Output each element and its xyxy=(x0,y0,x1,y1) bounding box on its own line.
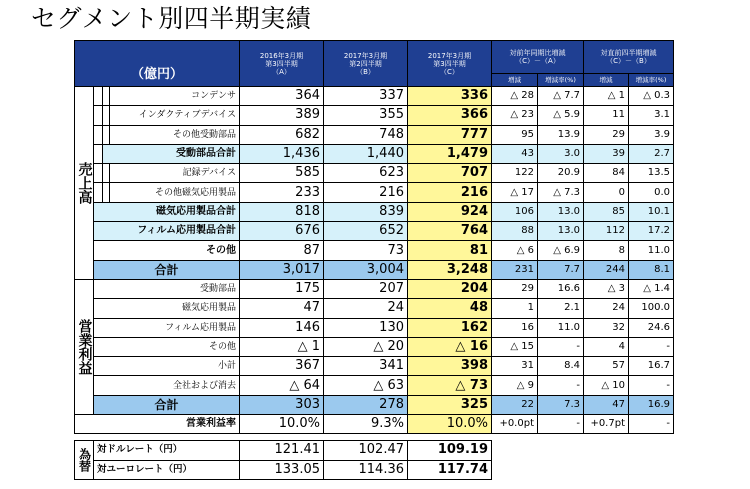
value-c: 924 xyxy=(408,202,492,221)
value-c: 10.0% xyxy=(408,415,492,434)
row-label: 対ユーロレート（円） xyxy=(94,460,240,479)
value-a: 303 xyxy=(240,395,324,414)
value-a: 389 xyxy=(240,106,324,125)
empty-cell xyxy=(492,441,538,460)
row-label: その他 xyxy=(94,241,240,260)
value-c: 707 xyxy=(408,164,492,183)
value-c: 3,248 xyxy=(408,260,492,279)
value-a: 175 xyxy=(240,279,324,298)
value-b: 207 xyxy=(324,279,408,298)
value-c: 1,479 xyxy=(408,144,492,163)
value-b: △ 63 xyxy=(324,376,408,395)
qoq-increase: 47 xyxy=(584,395,629,414)
yoy-rate: △ 5.9 xyxy=(538,106,584,125)
table-row xyxy=(75,376,674,395)
row-label: 合計 xyxy=(94,395,240,414)
table-row xyxy=(75,144,674,163)
value-b: 9.3% xyxy=(324,415,408,434)
table-row xyxy=(75,318,674,337)
header-yoy-rate: 増減率(%) xyxy=(538,74,584,87)
header-yoy-inc: 増減 xyxy=(492,74,538,87)
row-label: フィルム応用製品 xyxy=(94,318,240,337)
yoy-rate: - xyxy=(538,415,584,434)
value-a: 585 xyxy=(240,164,324,183)
qoq-rate: 3.9 xyxy=(629,125,674,144)
value-c: 398 xyxy=(408,357,492,376)
row-label: その他 xyxy=(94,337,240,356)
value-b: 73 xyxy=(324,241,408,260)
qoq-rate: 2.7 xyxy=(629,144,674,163)
yoy-rate: 7.7 xyxy=(538,260,584,279)
qoq-increase: 11 xyxy=(584,106,629,125)
yoy-increase: 122 xyxy=(492,164,538,183)
indent-spacer xyxy=(103,87,110,106)
row-label: 磁気応用製品合計 xyxy=(94,202,240,221)
value-b: 355 xyxy=(324,106,408,125)
row-label: コンデンサ xyxy=(110,87,240,106)
value-b: 1,440 xyxy=(324,144,408,163)
table-row xyxy=(75,337,674,356)
qoq-increase: 112 xyxy=(584,222,629,241)
row-label: 磁気応用製品 xyxy=(94,299,240,318)
qoq-increase: 4 xyxy=(584,337,629,356)
row-label: 受動部品 xyxy=(94,279,240,298)
yoy-rate: △ 6.9 xyxy=(538,241,584,260)
yoy-rate: 2.1 xyxy=(538,299,584,318)
row-label: 全社および消去 xyxy=(94,376,240,395)
value-a: 47 xyxy=(240,299,324,318)
table-row xyxy=(75,183,674,202)
qoq-rate: 3.1 xyxy=(629,106,674,125)
header-qoq-inc: 増減 xyxy=(584,74,629,87)
empty-cell xyxy=(538,441,584,460)
qoq-rate: - xyxy=(629,376,674,395)
yoy-increase: 29 xyxy=(492,279,538,298)
yoy-rate: △ 7.3 xyxy=(538,183,584,202)
yoy-increase: △ 17 xyxy=(492,183,538,202)
row-label: 合計 xyxy=(94,260,240,279)
value-a: 676 xyxy=(240,222,324,241)
qoq-rate: 13.5 xyxy=(629,164,674,183)
segment-results-table xyxy=(74,40,674,480)
fx-row xyxy=(75,460,674,479)
value-a: 10.0% xyxy=(240,415,324,434)
qoq-increase: 8 xyxy=(584,241,629,260)
table-row xyxy=(75,260,674,279)
qoq-increase: △ 10 xyxy=(584,376,629,395)
value-c: 216 xyxy=(408,183,492,202)
table-row xyxy=(75,202,674,221)
empty-cell xyxy=(584,460,629,479)
table-row xyxy=(75,395,674,414)
value-a: 682 xyxy=(240,125,324,144)
yoy-increase: 88 xyxy=(492,222,538,241)
qoq-increase: △ 1 xyxy=(584,87,629,106)
value-b: 114.36 xyxy=(324,460,408,479)
table-row xyxy=(75,241,674,260)
qoq-rate: 8.1 xyxy=(629,260,674,279)
yoy-increase: 1 xyxy=(492,299,538,318)
qoq-increase: 29 xyxy=(584,125,629,144)
qoq-increase: 85 xyxy=(584,202,629,221)
qoq-increase: 24 xyxy=(584,299,629,318)
value-b: 341 xyxy=(324,357,408,376)
yoy-rate: 8.4 xyxy=(538,357,584,376)
row-label: フィルム応用製品合計 xyxy=(94,222,240,241)
value-c: 117.74 xyxy=(408,460,492,479)
indent-spacer xyxy=(103,183,110,202)
qoq-rate: 24.6 xyxy=(629,318,674,337)
yoy-increase: 43 xyxy=(492,144,538,163)
table-row xyxy=(75,299,674,318)
value-b: 102.47 xyxy=(324,441,408,460)
header-yoy: 対前年同期比増減 （C）－（A） xyxy=(492,41,584,74)
indent-spacer xyxy=(103,164,110,183)
qoq-rate: △ 1.4 xyxy=(629,279,674,298)
value-c: 336 xyxy=(408,87,492,106)
value-b: 748 xyxy=(324,125,408,144)
indent-spacer xyxy=(94,106,103,125)
row-label: 受動部品合計 xyxy=(103,144,240,163)
fx-row xyxy=(75,441,674,460)
yoy-increase: 16 xyxy=(492,318,538,337)
value-a: 233 xyxy=(240,183,324,202)
value-c: 81 xyxy=(408,241,492,260)
value-a: 818 xyxy=(240,202,324,221)
empty-cell xyxy=(538,460,584,479)
yoy-rate: 13.9 xyxy=(538,125,584,144)
qoq-increase: 0 xyxy=(584,183,629,202)
value-b: 337 xyxy=(324,87,408,106)
table-row xyxy=(75,357,674,376)
gap xyxy=(75,434,674,441)
qoq-rate: 17.2 xyxy=(629,222,674,241)
header-col-b: 2017年3月期 第2四半期 （B） xyxy=(324,41,408,87)
qoq-rate: 10.1 xyxy=(629,202,674,221)
yoy-rate: 13.0 xyxy=(538,222,584,241)
header-col-a: 2016年3月期 第3四半期 （A） xyxy=(240,41,324,87)
row-label: 小計 xyxy=(94,357,240,376)
value-a: 146 xyxy=(240,318,324,337)
indent-spacer xyxy=(94,183,103,202)
row-label: その他磁気応用製品 xyxy=(110,183,240,202)
row-label: 記録デバイス xyxy=(110,164,240,183)
qoq-increase: 32 xyxy=(584,318,629,337)
yoy-increase: △ 23 xyxy=(492,106,538,125)
qoq-rate: 11.0 xyxy=(629,241,674,260)
value-c: △ 16 xyxy=(408,337,492,356)
empty-cell xyxy=(629,460,674,479)
yoy-rate: 7.3 xyxy=(538,395,584,414)
section-label-sales: 売上高 xyxy=(75,87,94,280)
value-c: 777 xyxy=(408,125,492,144)
value-b: 278 xyxy=(324,395,408,414)
value-c: 366 xyxy=(408,106,492,125)
qoq-rate: 100.0 xyxy=(629,299,674,318)
yoy-rate: 3.0 xyxy=(538,144,584,163)
yoy-increase: 231 xyxy=(492,260,538,279)
section-label-op: 営業利益 xyxy=(75,279,94,414)
empty-cell xyxy=(584,441,629,460)
value-b: 130 xyxy=(324,318,408,337)
value-b: 3,004 xyxy=(324,260,408,279)
unit-label: （億円） xyxy=(75,41,240,87)
value-b: 216 xyxy=(324,183,408,202)
qoq-increase: 57 xyxy=(584,357,629,376)
value-a: 367 xyxy=(240,357,324,376)
value-a: 121.41 xyxy=(240,441,324,460)
qoq-rate: - xyxy=(629,415,674,434)
value-c: 162 xyxy=(408,318,492,337)
yoy-increase: △ 9 xyxy=(492,376,538,395)
value-c: 109.19 xyxy=(408,441,492,460)
yoy-increase: 22 xyxy=(492,395,538,414)
row-label: 対ドルレート（円） xyxy=(94,441,240,460)
page-title: セグメント別四半期実績 xyxy=(31,4,312,33)
yoy-increase: △ 15 xyxy=(492,337,538,356)
value-b: 623 xyxy=(324,164,408,183)
margin-row xyxy=(75,415,674,434)
value-b: △ 20 xyxy=(324,337,408,356)
value-b: 24 xyxy=(324,299,408,318)
qoq-increase: 244 xyxy=(584,260,629,279)
yoy-increase: +0.0pt xyxy=(492,415,538,434)
value-a: 133.05 xyxy=(240,460,324,479)
yoy-rate: 11.0 xyxy=(538,318,584,337)
table-row xyxy=(75,279,674,298)
qoq-increase: +0.7pt xyxy=(584,415,629,434)
qoq-increase: 84 xyxy=(584,164,629,183)
yoy-rate: △ 7.7 xyxy=(538,87,584,106)
indent-spacer xyxy=(94,164,103,183)
value-c: 325 xyxy=(408,395,492,414)
indent-spacer xyxy=(94,87,103,106)
header-col-c: 2017年3月期 第3四半期 （C） xyxy=(408,41,492,87)
qoq-increase: △ 3 xyxy=(584,279,629,298)
value-a: △ 64 xyxy=(240,376,324,395)
qoq-rate: 0.0 xyxy=(629,183,674,202)
value-c: △ 73 xyxy=(408,376,492,395)
value-a: 364 xyxy=(240,87,324,106)
indent-spacer xyxy=(103,125,110,144)
value-b: 839 xyxy=(324,202,408,221)
yoy-rate: - xyxy=(538,337,584,356)
row-label: その他受動部品 xyxy=(110,125,240,144)
qoq-rate: 16.9 xyxy=(629,395,674,414)
yoy-increase: △ 28 xyxy=(492,87,538,106)
gap-row xyxy=(75,434,674,441)
indent-spacer xyxy=(103,106,110,125)
value-b: 652 xyxy=(324,222,408,241)
qoq-rate: 16.7 xyxy=(629,357,674,376)
row-label: インダクティブデバイス xyxy=(110,106,240,125)
indent-spacer xyxy=(94,125,103,144)
table-row xyxy=(75,125,674,144)
section-label-fx: 為替 xyxy=(75,441,94,480)
yoy-increase: △ 6 xyxy=(492,241,538,260)
header-qoq: 対直前四半期増減 （C）－（B） xyxy=(584,41,674,74)
table-row xyxy=(75,106,674,125)
table-row xyxy=(75,222,674,241)
value-a: 1,436 xyxy=(240,144,324,163)
qoq-increase: 39 xyxy=(584,144,629,163)
qoq-rate: - xyxy=(629,337,674,356)
empty-cell xyxy=(629,441,674,460)
yoy-increase: 31 xyxy=(492,357,538,376)
yoy-increase: 106 xyxy=(492,202,538,221)
indent-spacer xyxy=(94,144,103,163)
value-c: 204 xyxy=(408,279,492,298)
yoy-rate: - xyxy=(538,376,584,395)
table-row xyxy=(75,164,674,183)
value-c: 48 xyxy=(408,299,492,318)
empty-cell xyxy=(492,460,538,479)
yoy-increase: 95 xyxy=(492,125,538,144)
yoy-rate: 13.0 xyxy=(538,202,584,221)
value-a: △ 1 xyxy=(240,337,324,356)
row-label: 営業利益率 xyxy=(75,415,240,434)
yoy-rate: 20.9 xyxy=(538,164,584,183)
header-qoq-rate: 増減率(%) xyxy=(629,74,674,87)
table-row xyxy=(75,87,674,106)
yoy-rate: 16.6 xyxy=(538,279,584,298)
value-a: 3,017 xyxy=(240,260,324,279)
value-a: 87 xyxy=(240,241,324,260)
qoq-rate: △ 0.3 xyxy=(629,87,674,106)
value-c: 764 xyxy=(408,222,492,241)
